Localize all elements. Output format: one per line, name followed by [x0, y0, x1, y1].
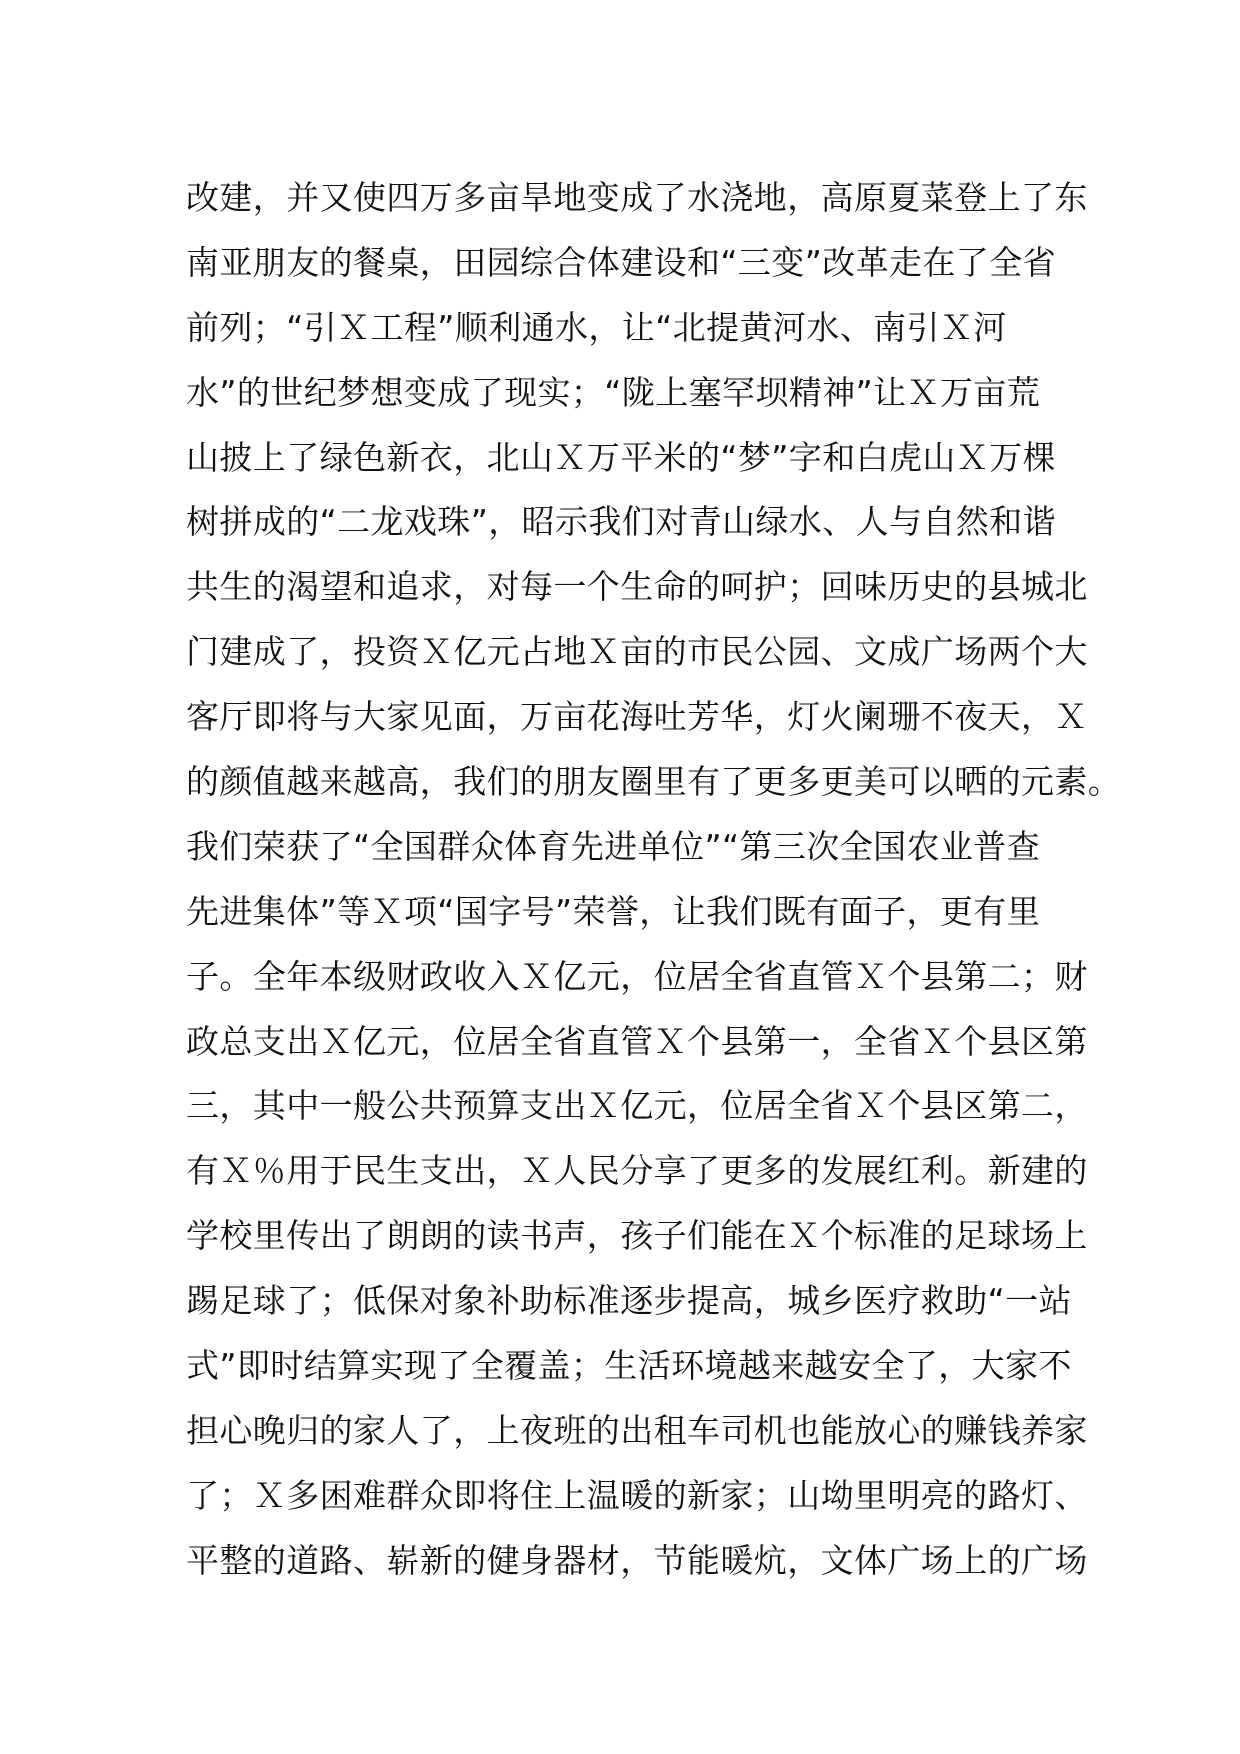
text-line: 式”即时结算实现了全覆盖；生活环境越来越安全了，大家不: [186, 1346, 1072, 1386]
text-line: 树拼成的“二龙戏珠”，昭示我们对青山绿水、人与自然和谐: [186, 502, 1056, 542]
text-line: 的颜值越来越高，我们的朋友圈里有了更多更美可以晒的元素。: [186, 762, 1122, 802]
text-line: 我们荣获了“全国群众体育先进单位”“第三次全国农业普查: [186, 826, 1041, 866]
text-line: 前列；“引Ｘ工程”顺利通水，让“北提黄河水、南引Ｘ河: [186, 307, 1007, 347]
text-line: 水”的世纪梦想变成了现实；“陇上塞罕坝精神”让Ｘ万亩荒: [186, 372, 1041, 412]
text-line: 平整的道路、崭新的健身器材，节能暖炕，文体广场上的广场: [186, 1540, 1088, 1580]
text-line: 有Ｘ％用于民生支出，Ｘ人民分享了更多的发展红利。新建的: [186, 1151, 1088, 1191]
text-line: 踢足球了；低保对象补助标准逐步提高，城乡医疗救助“一站: [186, 1281, 1072, 1321]
text-line: 山披上了绿色新衣，北山Ｘ万平米的“梦”字和白虎山Ｘ万棵: [186, 437, 1056, 477]
body-paragraph: [186, 166, 1122, 1594]
text-line: 学校里传出了朗朗的读书声，孩子们能在Ｘ个标准的足球场上: [186, 1216, 1088, 1256]
text-line: 门建成了，投资Ｘ亿元占地Ｘ亩的市民公园、文成广场两个大: [186, 632, 1088, 672]
text-line: 共生的渴望和追求，对每一个生命的呵护；回味历史的县城北: [186, 567, 1088, 607]
text-line: 政总支出Ｘ亿元，位居全省直管Ｘ个县第一，全省Ｘ个县区第: [186, 1021, 1088, 1061]
text-line: 改建，并又使四万多亩旱地变成了水浇地，高原夏菜登上了东: [186, 178, 1088, 217]
text-line: 担心晚归的家人了，上夜班的出租车司机也能放心的赚钱养家: [186, 1410, 1088, 1450]
text-line: 三，其中一般公共预算支出Ｘ亿元，位居全省Ｘ个县区第二，: [186, 1086, 1088, 1126]
text-line: 南亚朋友的餐桌，田园综合体建设和“三变”改革走在了全省: [186, 242, 1056, 282]
text-line: 客厅即将与大家见面，万亩花海吐芳华，灯火阑珊不夜天，Ｘ: [186, 697, 1088, 737]
text-line: 了；Ｘ多困难群众即将住上温暖的新家；山坳里明亮的路灯、: [186, 1475, 1088, 1515]
text-line: 先进集体”等Ｘ项“国字号”荣誉，让我们既有面子，更有里: [186, 891, 1041, 931]
text-line: 子。全年本级财政收入Ｘ亿元，位居全省直管Ｘ个县第二；财: [186, 956, 1088, 996]
